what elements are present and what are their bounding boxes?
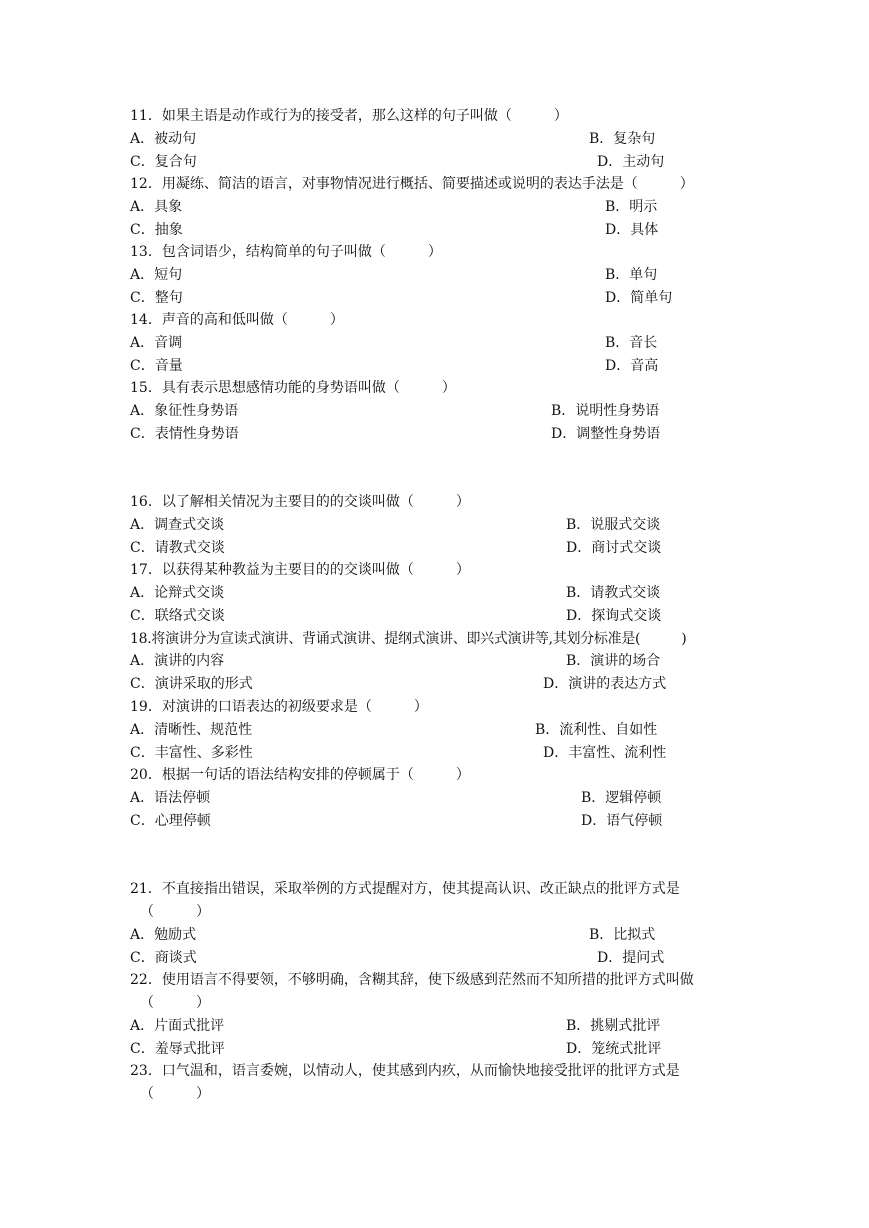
question-18-option-b: B．演讲的场合: [566, 653, 661, 669]
question-21-option-a: A．勉励式: [130, 927, 197, 943]
question-15-option-d: D．调整性身势语: [551, 426, 661, 442]
question-22-option-b: B．挑剔式批评: [566, 1018, 661, 1034]
question-19-option-d: D．丰富性、流利性: [543, 745, 667, 761]
question-21-option-d: D．提问式: [597, 950, 665, 966]
question-21-blank: （ ）: [140, 904, 210, 920]
question-18-option-c: C．演讲采取的形式: [130, 676, 253, 692]
question-14-option-d: D．音高: [605, 358, 659, 374]
question-19-stem: 19．对演讲的口语表达的初级要求是（ ）: [130, 699, 428, 715]
question-16-option-b: B．说服式交谈: [566, 517, 661, 533]
question-12-option-d: D．具体: [605, 222, 659, 238]
question-13-stem: 13．包含词语少，结构简单的句子叫做（ ）: [130, 244, 442, 260]
question-11-option-a: A．被动句: [130, 131, 197, 147]
question-16-option-c: C．请教式交谈: [130, 540, 225, 556]
question-11-stem: 11．如果主语是动作或行为的接受者，那么这样的句子叫做（ ）: [130, 108, 568, 124]
question-14-option-a: A．音调: [130, 335, 183, 351]
question-20-option-d: D．语气停顿: [581, 813, 663, 829]
question-19-option-c: C．丰富性、多彩性: [130, 745, 253, 761]
question-19-option-a: A．清晰性、规范性: [130, 722, 253, 738]
question-13-option-a: A．短句: [130, 267, 183, 283]
question-16-option-d: D．商讨式交谈: [566, 540, 662, 556]
question-13-option-b: B．单句: [605, 267, 658, 283]
question-17-option-c: C．联络式交谈: [130, 608, 225, 624]
question-22-option-d: D．笼统式批评: [566, 1041, 662, 1057]
question-18-option-a: A．演讲的内容: [130, 653, 225, 669]
question-13-option-c: C．整句: [130, 290, 183, 306]
question-12-option-c: C．抽象: [130, 222, 183, 238]
question-21-option-b: B．比拟式: [589, 927, 656, 943]
question-16-stem: 16．以了解相关情况为主要目的的交谈叫做（ ）: [130, 494, 470, 510]
question-17-option-d: D．探询式交谈: [566, 608, 662, 624]
question-20-option-a: A．语法停顿: [130, 790, 211, 806]
question-15-option-c: C．表情性身势语: [130, 426, 239, 442]
question-11-option-b: B．复杂句: [589, 131, 656, 147]
question-15-option-b: B．说明性身势语: [551, 403, 660, 419]
question-16-option-a: A．调查式交谈: [130, 517, 225, 533]
question-22-option-c: C．羞辱式批评: [130, 1041, 225, 1057]
question-11-option-c: C．复合句: [130, 154, 197, 170]
question-22-blank: （ ）: [140, 995, 210, 1011]
question-22-stem: 22．使用语言不得要领，不够明确，含糊其辞，使下级感到茫然而不知所措的批评方式叫做: [130, 972, 694, 988]
question-12-option-a: A．具象: [130, 199, 183, 215]
question-21-option-c: C．商谈式: [130, 950, 197, 966]
question-11-option-d: D．主动句: [597, 154, 665, 170]
question-17-stem: 17．以获得某种教益为主要目的的交谈叫做（ ）: [130, 562, 470, 578]
question-12-stem: 12．用凝练、简洁的语言，对事物情况进行概括、简要描述或说明的表达手法是（ ）: [130, 176, 694, 192]
question-20-option-b: B．逻辑停顿: [581, 790, 662, 806]
question-13-option-d: D．简单句: [605, 290, 673, 306]
question-15-option-a: A．象征性身势语: [130, 403, 239, 419]
question-18-stem: 18.将演讲分为宣读式演讲、背诵式演讲、提纲式演讲、即兴式演讲等,其划分标准是( ): [130, 631, 687, 647]
question-17-option-a: A．论辩式交谈: [130, 585, 225, 601]
question-14-option-b: B．音长: [605, 335, 658, 351]
question-18-option-d: D．演讲的表达方式: [543, 676, 667, 692]
question-14-option-c: C．音量: [130, 358, 183, 374]
question-12-option-b: B．明示: [605, 199, 658, 215]
question-17-option-b: B．请教式交谈: [566, 585, 661, 601]
question-23-blank: （ ）: [140, 1086, 210, 1102]
question-14-stem: 14．声音的高和低叫做（ ）: [130, 312, 344, 328]
question-23-stem: 23．口气温和，语言委婉，以情动人，使其感到内疚，从而愉快地接受批评的批评方式是: [130, 1063, 680, 1079]
question-15-stem: 15．具有表示思想感情功能的身势语叫做（ ）: [130, 380, 456, 396]
question-19-option-b: B．流利性、自如性: [535, 722, 658, 738]
question-22-option-a: A．片面式批评: [130, 1018, 225, 1034]
question-21-stem: 21．不直接指出错误，采取举例的方式提醒对方，使其提高认识、改正缺点的批评方式是: [130, 881, 680, 897]
question-20-option-c: C．心理停顿: [130, 813, 211, 829]
question-20-stem: 20．根据一句话的语法结构安排的停顿属于（ ）: [130, 767, 470, 783]
